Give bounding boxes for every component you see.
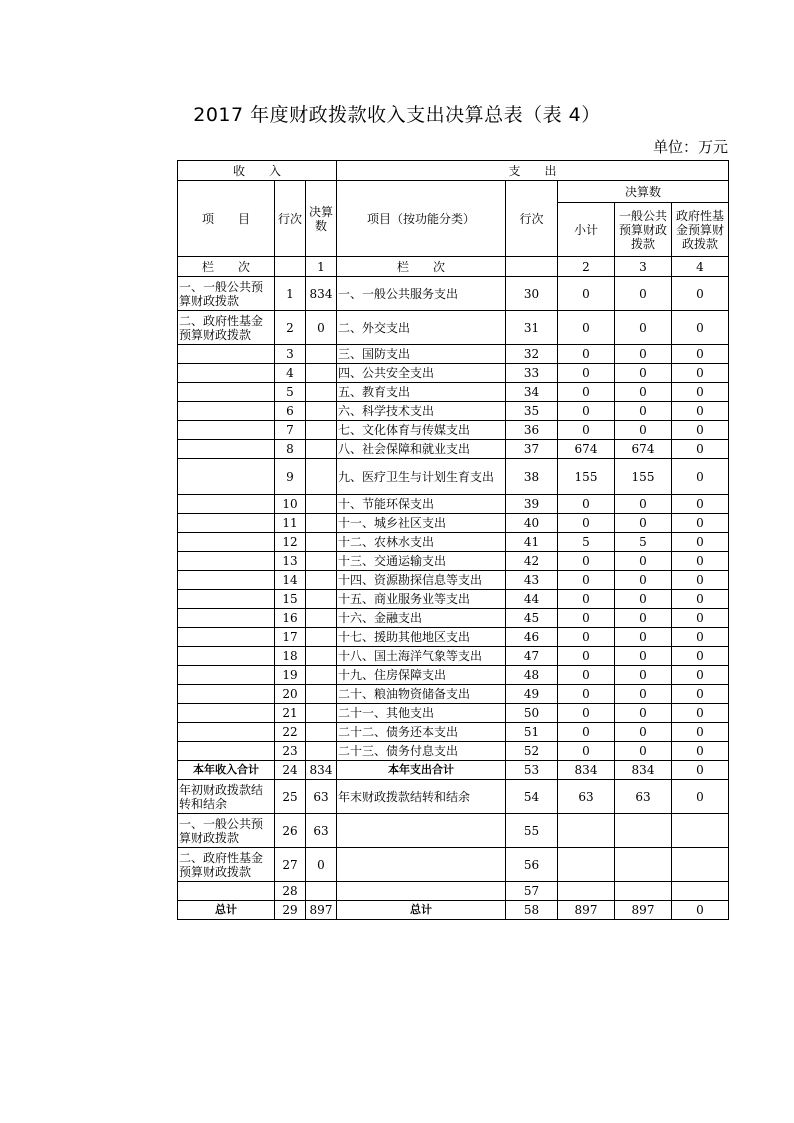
income-line-no-cell: 11 xyxy=(275,514,306,533)
income-item-cell xyxy=(178,685,275,704)
subtotal-cell: 0 xyxy=(558,311,615,345)
income-amount-cell xyxy=(306,882,337,901)
gov-fund-cell: 0 xyxy=(672,277,729,311)
general-budget-cell: 0 xyxy=(615,421,672,440)
expense-item-cell xyxy=(337,848,506,882)
table-row xyxy=(178,421,729,440)
general-budget-cell: 0 xyxy=(615,383,672,402)
general-budget-cell: 0 xyxy=(615,704,672,723)
income-item-cell xyxy=(178,704,275,723)
income-item-cell: 本年收入合计 xyxy=(178,761,275,780)
income-amount-cell: 63 xyxy=(306,780,337,814)
general-budget-cell: 0 xyxy=(615,628,672,647)
expense-line-no-cell: 58 xyxy=(506,901,558,920)
expense-item-cell: 十一、城乡社区支出 xyxy=(337,514,506,533)
gov-fund-cell: 0 xyxy=(672,901,729,920)
income-amount-cell xyxy=(306,552,337,571)
income-line-no-cell: 6 xyxy=(275,402,306,421)
expense-item-cell: 二十、粮油物资储备支出 xyxy=(337,685,506,704)
general-budget-cell: 897 xyxy=(615,901,672,920)
income-line-no-header: 行次 xyxy=(275,181,306,257)
income-item-cell: 一、一般公共预算财政拨款 xyxy=(178,814,275,848)
income-line-no-cell: 3 xyxy=(275,345,306,364)
subtotal-cell: 0 xyxy=(558,590,615,609)
table-row xyxy=(178,571,729,590)
gov-fund-cell: 0 xyxy=(672,495,729,514)
income-line-no-cell: 25 xyxy=(275,780,306,814)
gov-fund-cell: 0 xyxy=(672,666,729,685)
table-row xyxy=(178,901,729,920)
income-item-cell xyxy=(178,552,275,571)
income-item-cell xyxy=(178,723,275,742)
gov-fund-cell: 0 xyxy=(672,421,729,440)
general-budget-cell: 0 xyxy=(615,402,672,421)
expense-item-cell: 二、外交支出 xyxy=(337,311,506,345)
expense-line-no-cell: 53 xyxy=(506,761,558,780)
income-amount-cell xyxy=(306,704,337,723)
subtotal-cell: 0 xyxy=(558,666,615,685)
income-amount-cell xyxy=(306,383,337,402)
page-title: 2017 年度财政拨款收入支出决算总表（表 4） xyxy=(193,104,601,126)
income-item-cell xyxy=(178,383,275,402)
gov-fund-cell: 0 xyxy=(672,590,729,609)
gov-fund-cell: 0 xyxy=(672,685,729,704)
table-row xyxy=(178,402,729,421)
general-budget-cell: 0 xyxy=(615,609,672,628)
general-budget-cell xyxy=(615,882,672,901)
column-index-label: 栏 次 xyxy=(178,257,275,277)
subtotal-cell: 897 xyxy=(558,901,615,920)
income-amount-cell xyxy=(306,514,337,533)
income-amount-cell xyxy=(306,666,337,685)
expense-item-header: 项目（按功能分类） xyxy=(337,181,506,257)
income-line-no-cell: 21 xyxy=(275,704,306,723)
income-item-cell xyxy=(178,647,275,666)
income-amount-header: 决算数 xyxy=(306,181,337,257)
income-line-no-cell: 17 xyxy=(275,628,306,647)
column-index-empty xyxy=(275,257,306,277)
income-item-cell xyxy=(178,364,275,383)
table-row xyxy=(178,723,729,742)
income-line-no-cell: 27 xyxy=(275,848,306,882)
income-item-cell: 二、政府性基金预算财政拨款 xyxy=(178,311,275,345)
expense-item-cell: 三、国防支出 xyxy=(337,345,506,364)
income-amount-cell xyxy=(306,533,337,552)
income-line-no-cell: 8 xyxy=(275,440,306,459)
expense-item-cell: 十五、商业服务业等支出 xyxy=(337,590,506,609)
column-index-label: 栏 次 xyxy=(337,257,506,277)
expense-line-no-cell: 55 xyxy=(506,814,558,848)
gov-fund-cell: 0 xyxy=(672,440,729,459)
income-item-cell xyxy=(178,590,275,609)
income-line-no-cell: 28 xyxy=(275,882,306,901)
expense-line-no-cell: 45 xyxy=(506,609,558,628)
income-amount-cell: 0 xyxy=(306,311,337,345)
table-row xyxy=(178,609,729,628)
subtotal-cell: 0 xyxy=(558,723,615,742)
expense-line-no-cell: 43 xyxy=(506,571,558,590)
gov-fund-cell: 0 xyxy=(672,742,729,761)
gov-fund-cell: 0 xyxy=(672,459,729,495)
expense-item-cell: 十三、交通运输支出 xyxy=(337,552,506,571)
table-row xyxy=(178,590,729,609)
income-item-cell xyxy=(178,495,275,514)
gov-fund-cell: 0 xyxy=(672,552,729,571)
general-budget-cell: 0 xyxy=(615,742,672,761)
subtotal-header: 小计 xyxy=(558,203,615,257)
expense-header: 支 出 xyxy=(337,161,729,181)
income-line-no-cell: 7 xyxy=(275,421,306,440)
general-budget-cell: 0 xyxy=(615,552,672,571)
income-amount-cell xyxy=(306,440,337,459)
gov-fund-cell: 0 xyxy=(672,628,729,647)
table-row xyxy=(178,440,729,459)
expense-line-no-cell: 35 xyxy=(506,402,558,421)
expense-line-no-cell: 37 xyxy=(506,440,558,459)
gov-fund-header: 政府性基金预算财政拨款 xyxy=(672,203,729,257)
gov-fund-cell: 0 xyxy=(672,571,729,590)
income-amount-cell xyxy=(306,345,337,364)
subtotal-cell: 0 xyxy=(558,364,615,383)
expense-line-no-cell: 44 xyxy=(506,590,558,609)
gov-fund-cell: 0 xyxy=(672,647,729,666)
table-row xyxy=(178,459,729,495)
gov-fund-cell: 0 xyxy=(672,704,729,723)
income-amount-cell xyxy=(306,495,337,514)
general-budget-cell: 0 xyxy=(615,571,672,590)
subtotal-cell xyxy=(558,814,615,848)
subtotal-cell: 0 xyxy=(558,609,615,628)
income-item-cell xyxy=(178,459,275,495)
expense-item-cell: 十九、住房保障支出 xyxy=(337,666,506,685)
subtotal-cell: 0 xyxy=(558,383,615,402)
column-index-2: 2 xyxy=(558,257,615,277)
expense-item-cell: 九、医疗卫生与计划生育支出 xyxy=(337,459,506,495)
income-amount-cell xyxy=(306,647,337,666)
income-amount-cell xyxy=(306,723,337,742)
table-row xyxy=(178,761,729,780)
table-row xyxy=(178,495,729,514)
income-line-no-cell: 29 xyxy=(275,901,306,920)
subtotal-cell: 0 xyxy=(558,571,615,590)
subtotal-cell: 155 xyxy=(558,459,615,495)
income-item-cell xyxy=(178,628,275,647)
table-row xyxy=(178,311,729,345)
general-budget-cell xyxy=(615,848,672,882)
income-line-no-cell: 4 xyxy=(275,364,306,383)
table-row xyxy=(178,882,729,901)
income-amount-cell: 63 xyxy=(306,814,337,848)
expense-line-no-cell: 41 xyxy=(506,533,558,552)
income-amount-cell: 834 xyxy=(306,761,337,780)
income-amount-cell xyxy=(306,402,337,421)
income-amount-cell xyxy=(306,590,337,609)
gov-fund-cell xyxy=(672,882,729,901)
general-budget-cell xyxy=(615,814,672,848)
income-item-cell xyxy=(178,666,275,685)
expense-item-cell: 年末财政拨款结转和结余 xyxy=(337,780,506,814)
subtotal-cell: 5 xyxy=(558,533,615,552)
expense-line-no-cell: 42 xyxy=(506,552,558,571)
subtotal-cell: 63 xyxy=(558,780,615,814)
gov-fund-cell: 0 xyxy=(672,514,729,533)
general-budget-cell: 0 xyxy=(615,345,672,364)
column-index-1: 1 xyxy=(306,257,337,277)
gov-fund-cell: 0 xyxy=(672,402,729,421)
final-accounts-table xyxy=(177,160,729,920)
expense-item-cell: 六、科学技术支出 xyxy=(337,402,506,421)
expense-line-no-cell: 54 xyxy=(506,780,558,814)
general-budget-cell: 0 xyxy=(615,495,672,514)
table-row xyxy=(178,780,729,814)
general-budget-cell: 0 xyxy=(615,514,672,533)
subtotal-cell: 834 xyxy=(558,761,615,780)
table-row xyxy=(178,277,729,311)
income-item-cell: 年初财政拨款结转和结余 xyxy=(178,780,275,814)
income-amount-cell xyxy=(306,742,337,761)
expense-item-cell: 十八、国土海洋气象等支出 xyxy=(337,647,506,666)
income-line-no-cell: 20 xyxy=(275,685,306,704)
income-item-cell: 一、一般公共预算财政拨款 xyxy=(178,277,275,311)
income-line-no-cell: 22 xyxy=(275,723,306,742)
expense-item-cell: 十七、援助其他地区支出 xyxy=(337,628,506,647)
income-item-cell: 总计 xyxy=(178,901,275,920)
table-row xyxy=(178,666,729,685)
income-header: 收 入 xyxy=(178,161,337,181)
table-row xyxy=(178,742,729,761)
income-line-no-cell: 12 xyxy=(275,533,306,552)
income-amount-cell: 834 xyxy=(306,277,337,311)
income-item-cell xyxy=(178,345,275,364)
expense-item-cell: 二十二、债务还本支出 xyxy=(337,723,506,742)
expense-line-no-cell: 50 xyxy=(506,704,558,723)
table-row xyxy=(178,704,729,723)
income-line-no-cell: 9 xyxy=(275,459,306,495)
income-line-no-cell: 13 xyxy=(275,552,306,571)
income-line-no-cell: 2 xyxy=(275,311,306,345)
income-amount-cell xyxy=(306,685,337,704)
unit-label: 单位：万元 xyxy=(652,138,728,156)
expense-item-cell: 十六、金融支出 xyxy=(337,609,506,628)
income-item-cell xyxy=(178,571,275,590)
income-line-no-cell: 19 xyxy=(275,666,306,685)
gov-fund-cell: 0 xyxy=(672,723,729,742)
gov-fund-cell: 0 xyxy=(672,364,729,383)
subtotal-cell: 0 xyxy=(558,647,615,666)
expense-line-no-cell: 40 xyxy=(506,514,558,533)
income-line-no-cell: 1 xyxy=(275,277,306,311)
income-item-cell xyxy=(178,742,275,761)
expense-line-no-cell: 47 xyxy=(506,647,558,666)
income-item-cell xyxy=(178,533,275,552)
subtotal-cell xyxy=(558,882,615,901)
general-budget-cell: 155 xyxy=(615,459,672,495)
general-budget-cell: 834 xyxy=(615,761,672,780)
expense-item-cell: 八、社会保障和就业支出 xyxy=(337,440,506,459)
gov-fund-cell xyxy=(672,848,729,882)
table-row xyxy=(178,647,729,666)
general-budget-cell: 0 xyxy=(615,364,672,383)
gov-fund-cell: 0 xyxy=(672,311,729,345)
expense-line-no-cell: 52 xyxy=(506,742,558,761)
income-item-cell: 二、政府性基金预算财政拨款 xyxy=(178,848,275,882)
expense-item-cell: 七、文化体育与传媒支出 xyxy=(337,421,506,440)
income-amount-cell xyxy=(306,364,337,383)
table-row xyxy=(178,628,729,647)
general-budget-cell: 0 xyxy=(615,666,672,685)
income-amount-cell xyxy=(306,421,337,440)
gov-fund-cell: 0 xyxy=(672,383,729,402)
expense-item-cell: 二十一、其他支出 xyxy=(337,704,506,723)
table-row xyxy=(178,383,729,402)
expense-line-no-cell: 39 xyxy=(506,495,558,514)
column-index-4: 4 xyxy=(672,257,729,277)
expense-item-cell: 四、公共安全支出 xyxy=(337,364,506,383)
income-line-no-cell: 16 xyxy=(275,609,306,628)
income-item-cell xyxy=(178,514,275,533)
income-item-header: 项 目 xyxy=(178,181,275,257)
gov-fund-cell: 0 xyxy=(672,780,729,814)
general-budget-cell: 0 xyxy=(615,590,672,609)
expense-item-cell: 二十三、债务付息支出 xyxy=(337,742,506,761)
subtotal-cell xyxy=(558,848,615,882)
general-budget-cell: 0 xyxy=(615,647,672,666)
income-line-no-cell: 14 xyxy=(275,571,306,590)
expense-line-no-cell: 51 xyxy=(506,723,558,742)
income-line-no-cell: 26 xyxy=(275,814,306,848)
expense-item-cell xyxy=(337,814,506,848)
expense-line-no-cell: 38 xyxy=(506,459,558,495)
final-group-header: 决算数 xyxy=(558,181,729,203)
table-row xyxy=(178,364,729,383)
gov-fund-cell xyxy=(672,814,729,848)
general-budget-cell: 674 xyxy=(615,440,672,459)
subtotal-cell: 674 xyxy=(558,440,615,459)
general-budget-header: 一般公共预算财政拨款 xyxy=(615,203,672,257)
income-amount-cell: 897 xyxy=(306,901,337,920)
income-amount-cell: 0 xyxy=(306,848,337,882)
expense-line-no-cell: 34 xyxy=(506,383,558,402)
gov-fund-cell: 0 xyxy=(672,345,729,364)
income-line-no-cell: 5 xyxy=(275,383,306,402)
expense-item-cell: 总计 xyxy=(337,901,506,920)
income-line-no-cell: 15 xyxy=(275,590,306,609)
table-row xyxy=(178,685,729,704)
expense-item-cell xyxy=(337,882,506,901)
income-amount-cell xyxy=(306,459,337,495)
income-item-cell xyxy=(178,440,275,459)
subtotal-cell: 0 xyxy=(558,685,615,704)
expense-line-no-header: 行次 xyxy=(506,181,558,257)
table-row xyxy=(178,533,729,552)
subtotal-cell: 0 xyxy=(558,402,615,421)
income-amount-cell xyxy=(306,571,337,590)
expense-line-no-cell: 33 xyxy=(506,364,558,383)
income-item-cell xyxy=(178,882,275,901)
subtotal-cell: 0 xyxy=(558,704,615,723)
subtotal-cell: 0 xyxy=(558,495,615,514)
subtotal-cell: 0 xyxy=(558,628,615,647)
gov-fund-cell: 0 xyxy=(672,609,729,628)
income-amount-cell xyxy=(306,609,337,628)
table-row xyxy=(178,345,729,364)
expense-line-no-cell: 48 xyxy=(506,666,558,685)
expense-line-no-cell: 57 xyxy=(506,882,558,901)
column-index-empty xyxy=(506,257,558,277)
income-line-no-cell: 10 xyxy=(275,495,306,514)
table-row xyxy=(178,814,729,848)
expense-item-cell: 十、节能环保支出 xyxy=(337,495,506,514)
expense-line-no-cell: 49 xyxy=(506,685,558,704)
expense-item-cell: 十四、资源勘探信息等支出 xyxy=(337,571,506,590)
income-line-no-cell: 23 xyxy=(275,742,306,761)
table-row xyxy=(178,848,729,882)
income-item-cell xyxy=(178,402,275,421)
subtotal-cell: 0 xyxy=(558,514,615,533)
expense-line-no-cell: 32 xyxy=(506,345,558,364)
income-line-no-cell: 24 xyxy=(275,761,306,780)
expense-item-cell: 一、一般公共服务支出 xyxy=(337,277,506,311)
expense-item-cell: 十二、农林水支出 xyxy=(337,533,506,552)
expense-line-no-cell: 46 xyxy=(506,628,558,647)
general-budget-cell: 0 xyxy=(615,723,672,742)
general-budget-cell: 0 xyxy=(615,277,672,311)
expense-line-no-cell: 30 xyxy=(506,277,558,311)
general-budget-cell: 63 xyxy=(615,780,672,814)
gov-fund-cell: 0 xyxy=(672,761,729,780)
expense-item-cell: 本年支出合计 xyxy=(337,761,506,780)
income-line-no-cell: 18 xyxy=(275,647,306,666)
expense-line-no-cell: 31 xyxy=(506,311,558,345)
table-row xyxy=(178,514,729,533)
general-budget-cell: 0 xyxy=(615,311,672,345)
subtotal-cell: 0 xyxy=(558,742,615,761)
income-item-cell xyxy=(178,421,275,440)
income-amount-cell xyxy=(306,628,337,647)
subtotal-cell: 0 xyxy=(558,421,615,440)
general-budget-cell: 5 xyxy=(615,533,672,552)
table-row xyxy=(178,552,729,571)
gov-fund-cell: 0 xyxy=(672,533,729,552)
general-budget-cell: 0 xyxy=(615,685,672,704)
expense-item-cell: 五、教育支出 xyxy=(337,383,506,402)
subtotal-cell: 0 xyxy=(558,345,615,364)
column-index-3: 3 xyxy=(615,257,672,277)
expense-line-no-cell: 36 xyxy=(506,421,558,440)
subtotal-cell: 0 xyxy=(558,552,615,571)
subtotal-cell: 0 xyxy=(558,277,615,311)
expense-line-no-cell: 56 xyxy=(506,848,558,882)
income-item-cell xyxy=(178,609,275,628)
